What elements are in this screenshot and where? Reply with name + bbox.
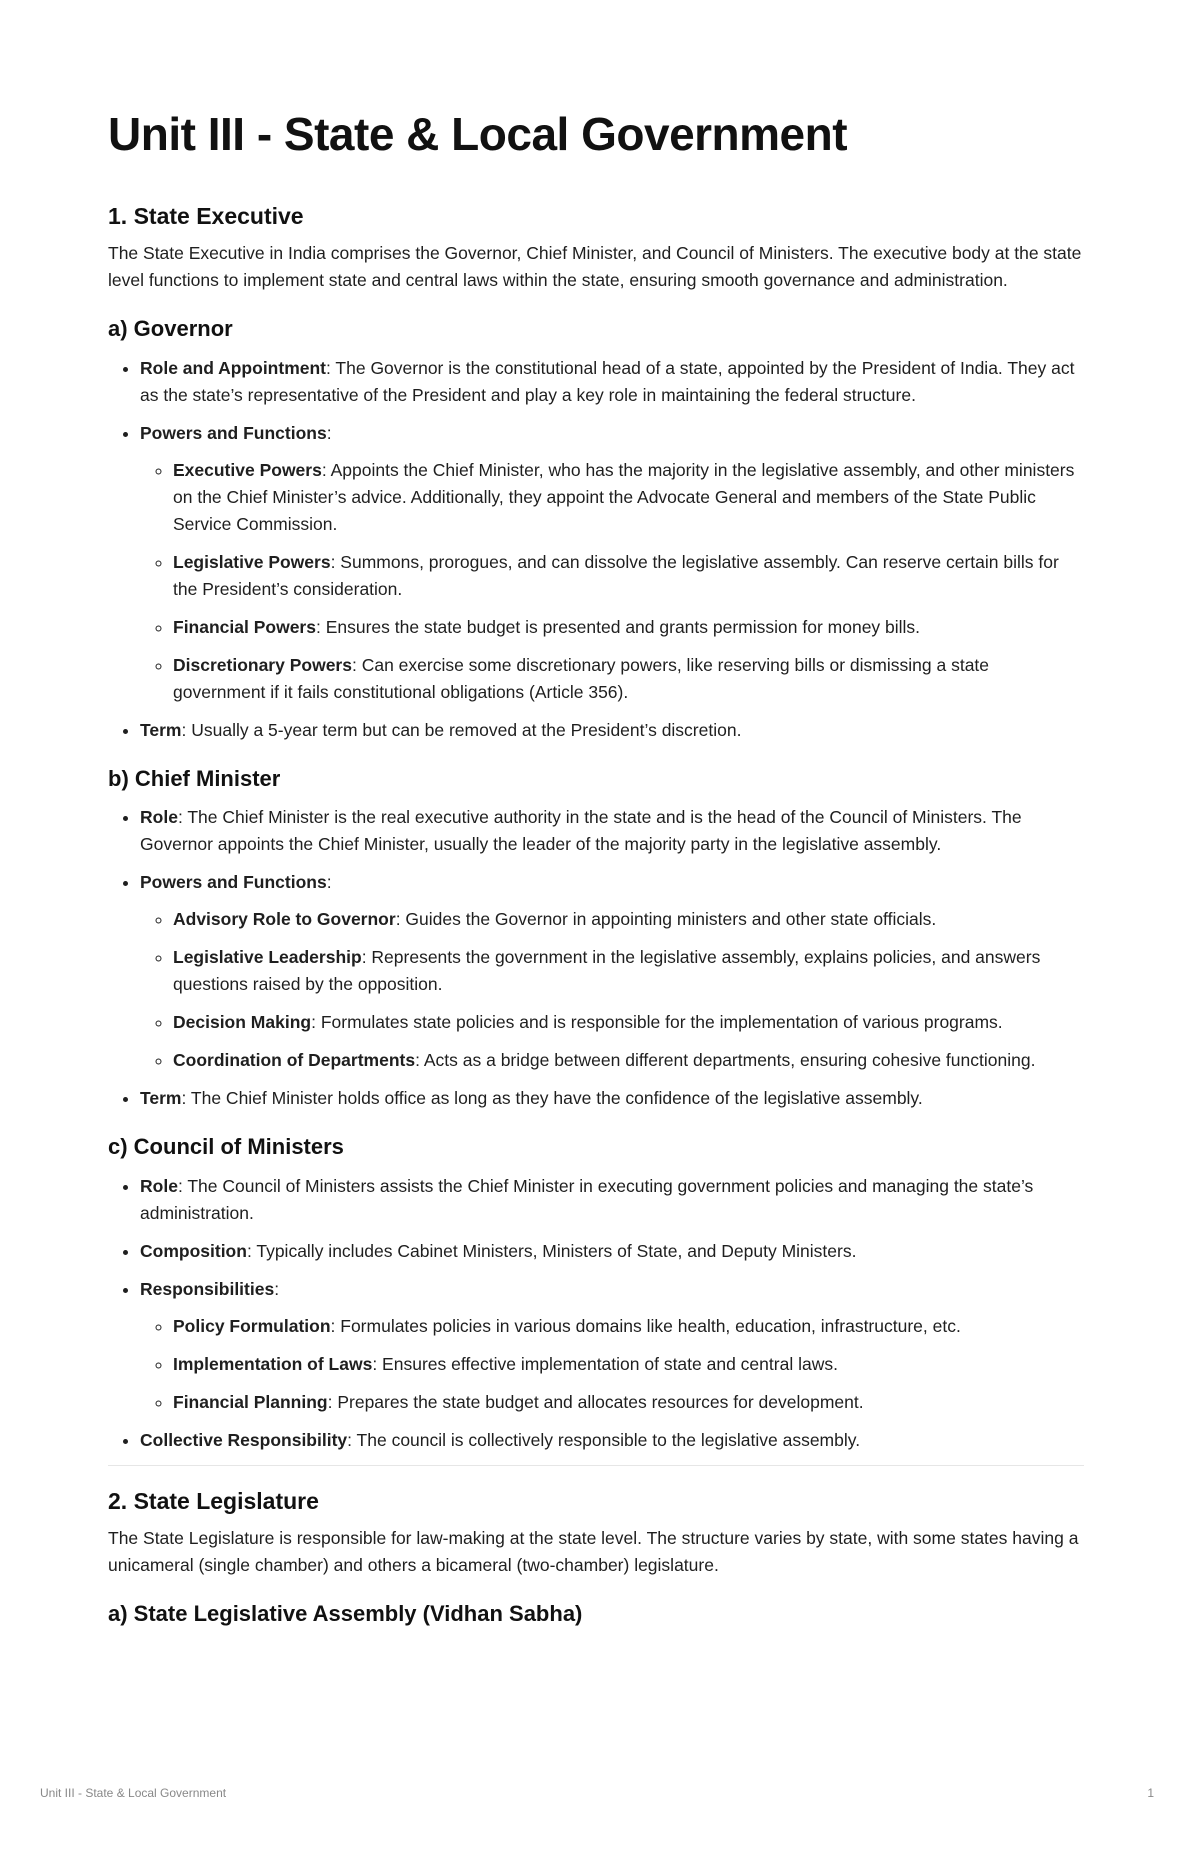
chief-minister-list: [108, 804, 1084, 1112]
governor-powers-sublist: [140, 457, 1084, 706]
council-responsibilities-sublist: [140, 1313, 1084, 1416]
chief-minister-heading: b) Chief Minister: [108, 765, 281, 791]
list-item: • Role: The Council of Ministers assists the Chief Minister in executing government policies and managing the state’s administration.: [140, 1173, 1084, 1227]
section-state-legislature-intro: The State Legislature is responsible for law-making at the state level. The structure varies by state, with some states having a unicameral (single chamber) and others a bicameral (two-chamber) legislature.: [108, 1528, 1079, 1576]
list-item: ◦ Implementation of Laws: Ensures effective implementation of state and central laws.: [173, 1351, 1084, 1378]
footer-document-title: Unit III - State & Local Government: [40, 1786, 227, 1800]
list-item: ◦ Coordination of Departments: Acts as a bridge between different departments, ensuring cohesive functioning.: [173, 1047, 1084, 1074]
council-of-ministers-heading: c) Council of Ministers: [108, 1134, 344, 1160]
governor-heading: a) Governor: [108, 316, 233, 342]
document-page: [108, 96, 1084, 1640]
section-state-legislature-heading: 2. State Legislature: [108, 1487, 319, 1514]
section-state-executive-intro: The State Executive in India comprises the Governor, Chief Minister, and Council of Ministers. The executive body at the state level functions to implement state and central laws within the state, ensuring smooth governance and administration.: [108, 243, 1082, 291]
document-title: Unit III - State & Local Government: [108, 108, 848, 160]
list-item: • Composition: Typically includes Cabinet Ministers, Ministers of State, and Deputy Ministers.: [140, 1238, 1084, 1265]
list-item: ◦ Executive Powers: Appoints the Chief Minister, who has the majority in the legislative assembly, and other ministers on the Chief Minister’s advice. Additionally, they appoint the Advocate General and members of the State Public Service Commission.: [173, 457, 1084, 538]
list-item: ◦ Financial Powers: Ensures the state budget is presented and grants permission for money bills.: [173, 614, 1084, 641]
list-item: ◦ Advisory Role to Governor: Guides the Governor in appointing ministers and other state officials.: [173, 906, 1084, 933]
legislative-assembly-heading: a) State Legislative Assembly (Vidhan Sabha): [108, 1601, 583, 1627]
list-item: ◦ Decision Making: Formulates state policies and is responsible for the implementation of various programs.: [173, 1009, 1084, 1036]
list-item: • Term: The Chief Minister holds office as long as they have the confidence of the legislative assembly.: [140, 1085, 1084, 1112]
list-item: • Term: Usually a 5-year term but can be removed at the President’s discretion.: [140, 717, 1084, 744]
list-item: • Role: The Chief Minister is the real executive authority in the state and is the head of the Council of Ministers. The Governor appoints the Chief Minister, usually the leader of the majority party in the legislative assembly.: [140, 804, 1084, 858]
chief-minister-powers-sublist: [140, 906, 1084, 1074]
governor-list: [108, 355, 1084, 744]
list-item: ◦ Legislative Leadership: Represents the government in the legislative assembly, explains policies, and answers questions raised by the opposition.: [173, 944, 1084, 998]
list-item: • Powers and Functions: ◦ Executive Powers: Appoints the Chief Minister, who has the majority in the legislative assembly, and other ministers on the Chief Minister’s advice. Additionally, they appoint the Advocate General and members of the State Public Service Commission. ◦ Legislative Powers: Summons, prorogues, and can dissolve the legislative assembly. Can reserve certain bills for the President’s consideration. ◦ Financial Powers: Ensures the state budget is presented and grants permission for money bills. ◦ Discretionary Powers: Can exercise some discretionary powers, like reserving bills or dismissing a state government if it fails constitutional obligations (Article 356).: [140, 420, 1084, 706]
list-item: ◦ Financial Planning: Prepares the state budget and allocates resources for development.: [173, 1389, 1084, 1416]
footer-page-number: 1: [1147, 1786, 1154, 1800]
list-item: ◦ Discretionary Powers: Can exercise some discretionary powers, like reserving bills or dismissing a state government if it fails constitutional obligations (Article 356).: [173, 652, 1084, 706]
list-item: • Powers and Functions: ◦ Advisory Role to Governor: Guides the Governor in appointing ministers and other state officials. ◦ Legislative Leadership: Represents the government in the legislative assembly, explains policies, and answers questions raised by the opposition. ◦ Decision Making: Formulates state policies and is responsible for the implementation of various programs. ◦ Coordination of Departments: Acts as a bridge between different departments, ensuring cohesive functioning.: [140, 869, 1084, 1074]
list-item: ◦ Legislative Powers: Summons, prorogues, and can dissolve the legislative assembly. Can reserve certain bills for the President’s consideration.: [173, 549, 1084, 603]
section-divider: [108, 1465, 1084, 1466]
list-item: ◦ Policy Formulation: Formulates policies in various domains like health, education, infrastructure, etc.: [173, 1313, 1084, 1340]
list-item: • Responsibilities: ◦ Policy Formulation: Formulates policies in various domains like health, education, infrastructure, etc. ◦ Implementation of Laws: Ensures effective implementation of state and central laws. ◦ Financial Planning: Prepares the state budget and allocates resources for development.: [140, 1276, 1084, 1416]
list-item: • Role and Appointment: The Governor is the constitutional head of a state, appointed by the President of India. They act as the state’s representative of the President and play a key role in maintaining the federal structure.: [140, 355, 1084, 409]
council-of-ministers-list: [108, 1173, 1084, 1454]
list-item: • Collective Responsibility: The council is collectively responsible to the legislative assembly.: [140, 1427, 1084, 1454]
section-state-executive-heading: 1. State Executive: [108, 202, 304, 229]
